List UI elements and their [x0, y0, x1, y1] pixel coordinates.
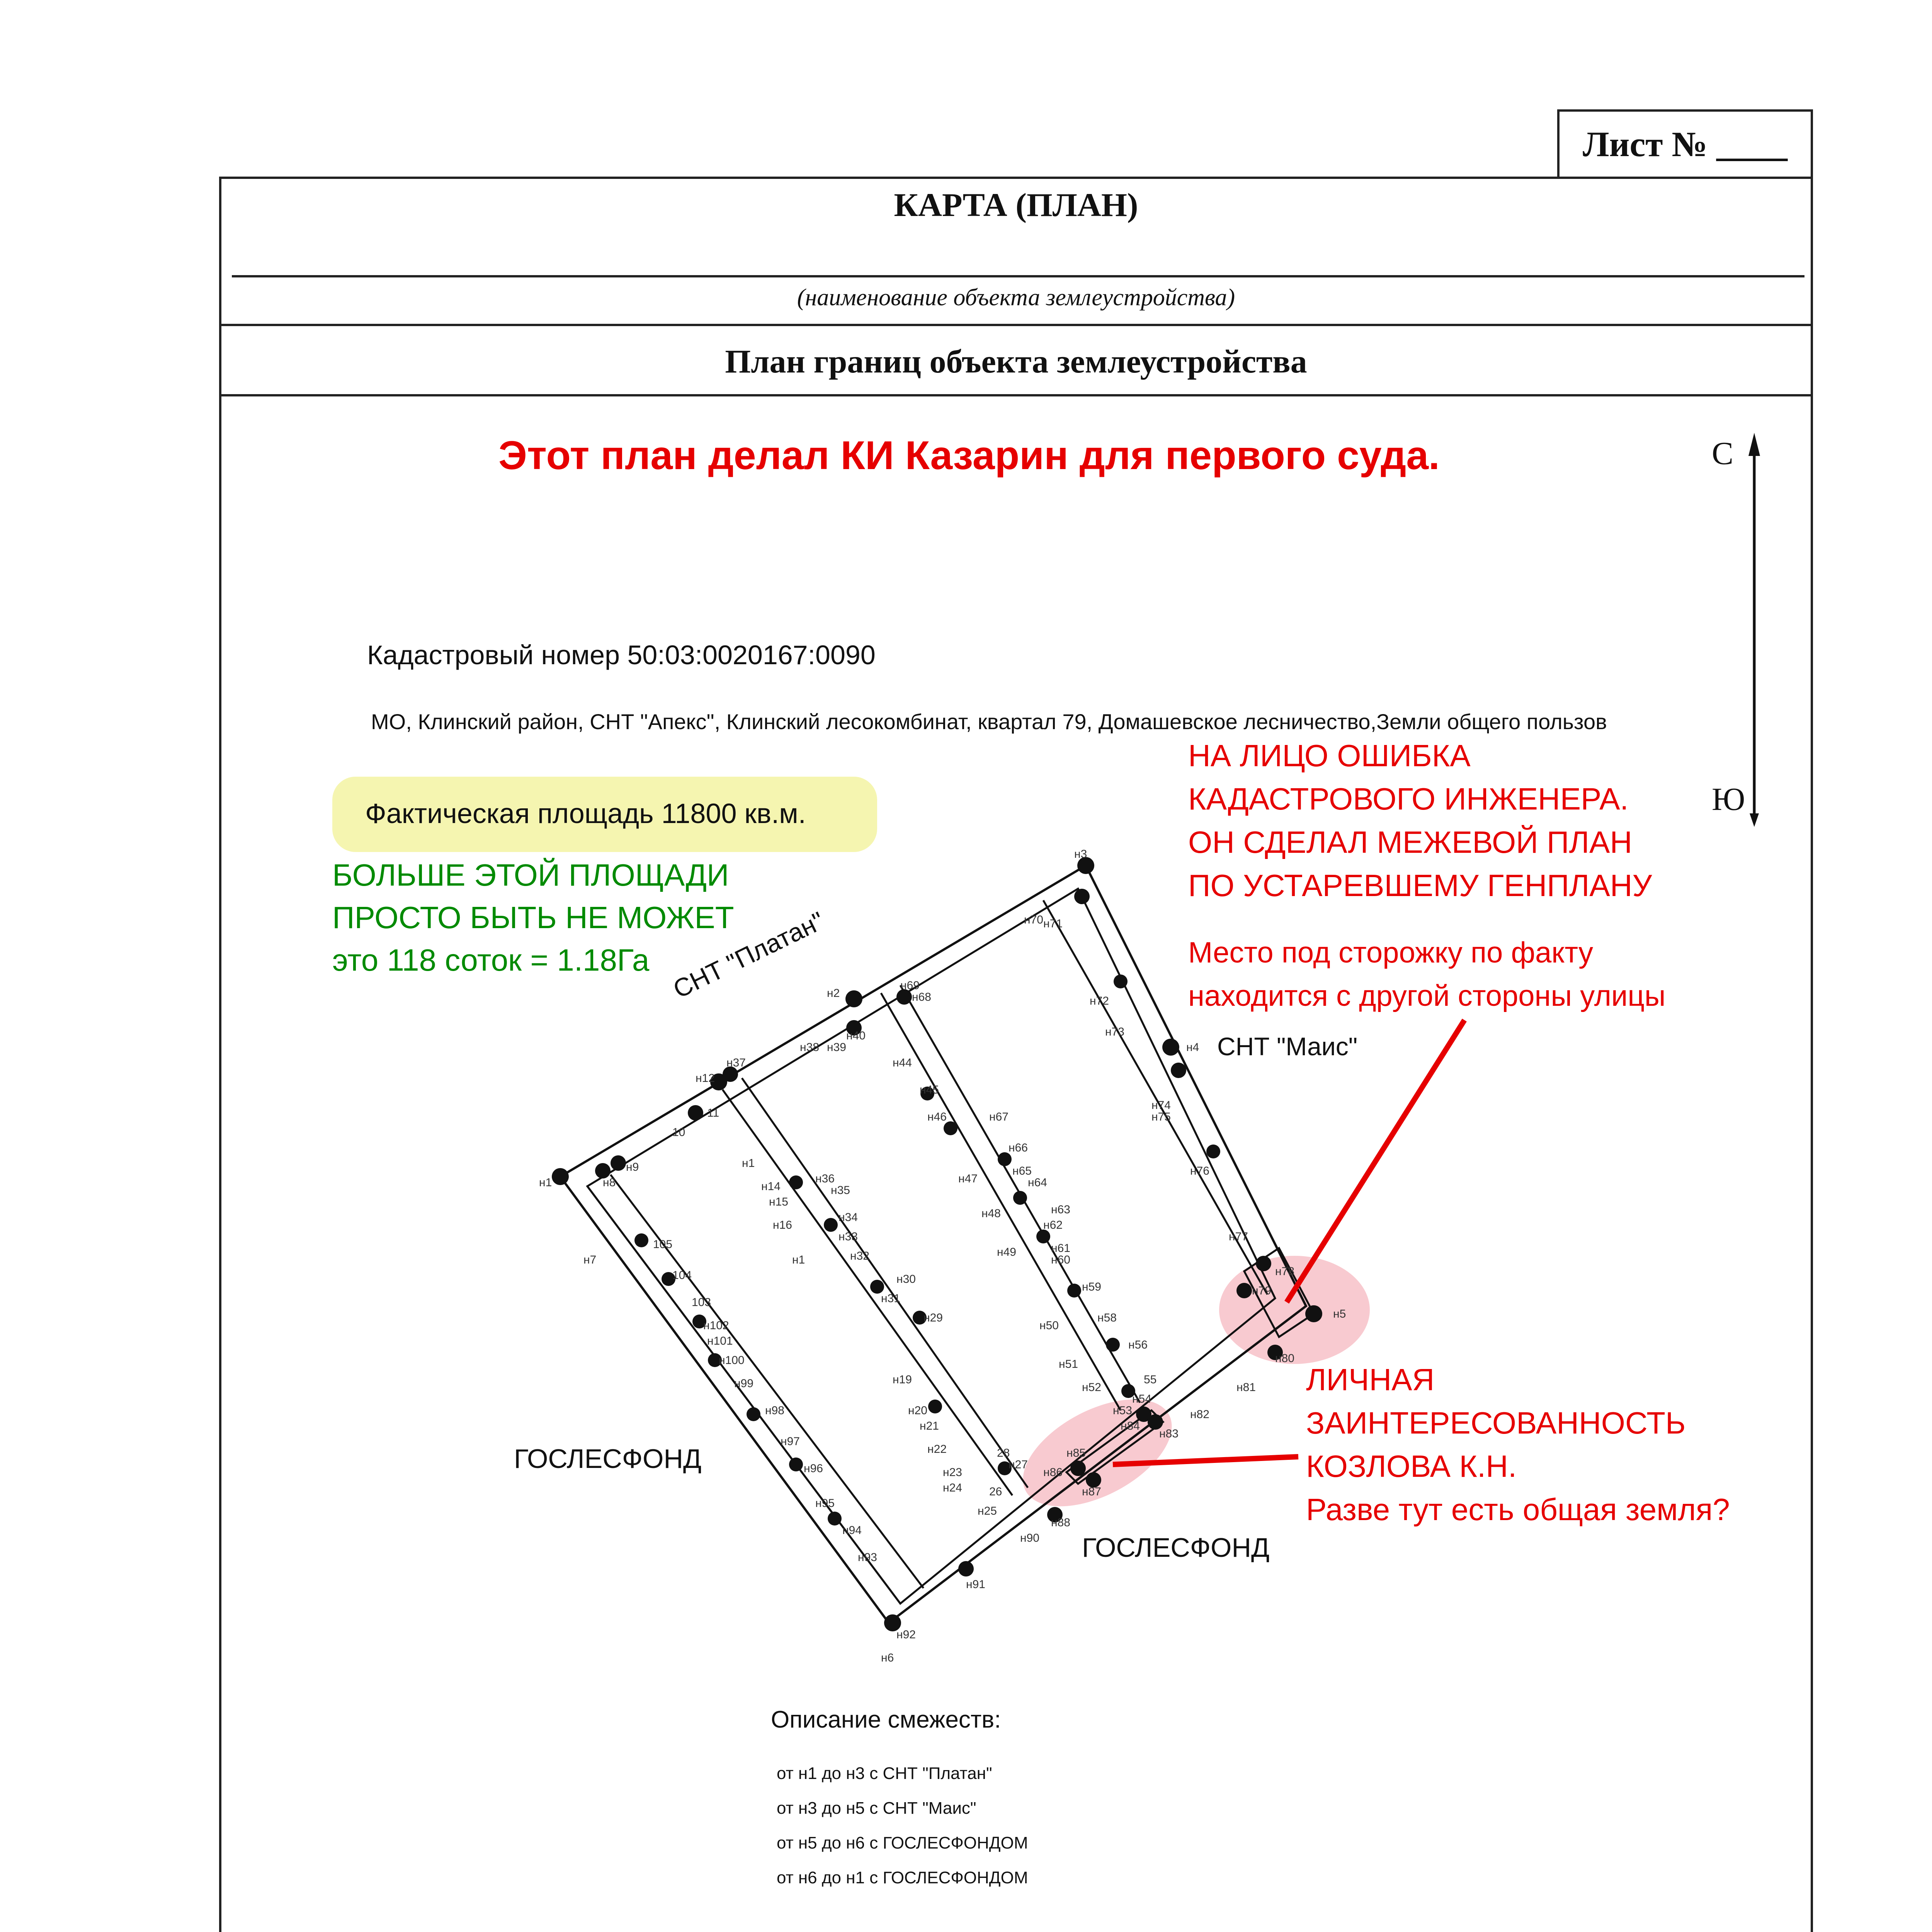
label-n27: н27: [1009, 1458, 1028, 1471]
interest-comment-line-2: ЗАИНТЕРЕСОВАННОСТЬ: [1306, 1406, 1686, 1440]
label-n46: н46: [927, 1111, 947, 1123]
label-n13: н1: [742, 1157, 755, 1170]
label-n29: н29: [923, 1311, 943, 1324]
label-n37: н37: [726, 1056, 746, 1069]
label-n30: н30: [896, 1273, 916, 1286]
gosles-left-label: ГОСЛЕСФОНД: [514, 1444, 702, 1474]
label-n2: н2: [827, 987, 840, 1000]
label-n73: н73: [1105, 1026, 1124, 1038]
label-n63: н63: [1051, 1203, 1070, 1216]
point-n64: [1013, 1191, 1027, 1205]
label-n51: н51: [1059, 1358, 1078, 1371]
label-n101: н101: [707, 1335, 733, 1347]
point-n74: [1171, 1063, 1186, 1078]
label-n95: н95: [815, 1497, 835, 1510]
label-n49: н49: [997, 1246, 1016, 1259]
label-n83: н83: [1159, 1427, 1179, 1440]
label-n55: 55: [1144, 1373, 1157, 1386]
label-n90: н90: [1020, 1532, 1039, 1544]
street-1a: [723, 1090, 1012, 1495]
label-n71: н71: [1043, 917, 1063, 930]
point-n5: [1305, 1305, 1322, 1322]
label-n50: н50: [1039, 1319, 1059, 1332]
label-n77: н77: [1229, 1230, 1248, 1243]
label-n48: н48: [981, 1207, 1001, 1220]
label-n79: н79: [1252, 1284, 1271, 1297]
label-n11: 11: [707, 1107, 719, 1119]
label-n34: н34: [838, 1211, 858, 1224]
error-comment-line-1: НА ЛИЦО ОШИБКА: [1188, 738, 1471, 773]
label-n67: н67: [989, 1111, 1009, 1123]
point-n31: [870, 1280, 884, 1294]
label-n94: н94: [842, 1524, 862, 1537]
area-comment-line-3: это 118 соток = 1.18Га: [332, 943, 650, 977]
cadastral-number: Кадастровый номер 50:03:0020167:0090: [367, 640, 876, 670]
point-n11: [688, 1105, 703, 1121]
label-n65: н65: [1012, 1165, 1032, 1177]
label-n66: н66: [1009, 1141, 1028, 1154]
neighbor-platan-label: СНТ "Платан": [668, 906, 829, 1004]
label-n20: н20: [908, 1404, 927, 1417]
label-n24: н24: [943, 1481, 962, 1494]
point-n4: [1162, 1039, 1179, 1056]
label-n38: н38: [800, 1041, 819, 1054]
label-n64: н64: [1028, 1176, 1047, 1189]
label-n62: н62: [1043, 1219, 1063, 1231]
point-n33: [824, 1218, 838, 1232]
label-n52: н52: [1082, 1381, 1101, 1394]
label-n6: н6: [881, 1651, 894, 1664]
point-n1: [552, 1168, 569, 1185]
label-n21: н21: [920, 1420, 939, 1432]
document-title: КАРТА (ПЛАН): [894, 186, 1138, 223]
label-n97: н97: [781, 1435, 800, 1448]
point-n62: [1036, 1230, 1050, 1243]
label-n5: н5: [1333, 1308, 1346, 1320]
actual-area: Фактическая площадь 11800 кв.м.: [365, 798, 806, 829]
error-comment-line-3: ОН СДЕЛАЛ МЕЖЕВОЙ ПЛАН: [1188, 825, 1633, 859]
street-3a: [587, 1186, 900, 1604]
label-n103: 103: [692, 1296, 711, 1309]
label-n82: н82: [1190, 1408, 1209, 1421]
point-n91: [958, 1561, 974, 1577]
adjacency-line-4: от н6 до н1 с ГОСЛЕСФОНДОМ: [777, 1868, 1028, 1887]
adjacency-line-2: от н3 до н5 с СНТ "Маис": [777, 1799, 976, 1818]
point-n2: [845, 990, 862, 1007]
label-n35: н35: [831, 1184, 850, 1197]
label-n36: н36: [815, 1172, 835, 1185]
compass-south-label: Ю: [1712, 781, 1745, 817]
label-n39: н39: [827, 1041, 846, 1054]
label-n74: н74: [1151, 1099, 1171, 1112]
label-n44: н44: [893, 1056, 912, 1069]
point-n105: [634, 1233, 648, 1247]
sheet-number-box: Лист № ____: [1557, 109, 1813, 179]
point-n76: [1206, 1145, 1220, 1158]
label-n45: н45: [920, 1083, 939, 1096]
point-n59: [1067, 1284, 1081, 1298]
interest-comment-line-1: ЛИЧНАЯ: [1306, 1362, 1435, 1397]
label-n4: н4: [1186, 1041, 1199, 1054]
area-comment-line-1: БОЛЬШЕ ЭТОЙ ПЛОЩАДИ: [332, 858, 729, 892]
label-n76: н76: [1190, 1165, 1209, 1177]
label-n91: н91: [966, 1578, 985, 1591]
label-n47: н47: [958, 1172, 978, 1185]
point-n35: [789, 1175, 803, 1189]
label-n19: н19: [893, 1373, 912, 1386]
label-n14: н14: [761, 1180, 781, 1193]
label-n40: н40: [846, 1029, 866, 1042]
watchhouse-comment-line-2: находится с другой стороны улицы: [1188, 980, 1666, 1012]
label-n99: н99: [734, 1377, 753, 1390]
point-n94: [828, 1512, 842, 1526]
label-n17: н1: [792, 1253, 805, 1266]
point-n21: [928, 1400, 942, 1413]
watchhouse-comment-line-1: Место под сторожку по факту: [1188, 936, 1594, 969]
label-n81: н81: [1236, 1381, 1256, 1394]
point-n66: [998, 1152, 1012, 1166]
street-1b: [742, 1078, 1028, 1488]
label-n26: 26: [989, 1485, 1002, 1498]
label-n10: 10: [672, 1126, 685, 1139]
label-n1: н1: [539, 1176, 552, 1189]
label-n72: н72: [1090, 995, 1109, 1007]
point-n86: [1070, 1461, 1086, 1476]
label-n59: н59: [1082, 1281, 1101, 1293]
point-n56: [1106, 1338, 1120, 1352]
label-n86: н86: [1043, 1466, 1063, 1479]
annotation-title: Этот план делал КИ Казарин для первого суда.: [498, 433, 1440, 478]
interest-comment-line-4: Разве тут есть общая земля?: [1306, 1492, 1730, 1527]
label-n16: н16: [773, 1219, 792, 1231]
watchhouse-pointer: [1287, 1020, 1464, 1302]
label-n93: н93: [858, 1551, 877, 1564]
label-n78: н78: [1275, 1265, 1294, 1278]
plan-title: План границ объекта землеустройства: [725, 343, 1307, 380]
label-n105: 105: [653, 1238, 673, 1251]
point-n79: [1236, 1283, 1252, 1298]
label-n88: н88: [1051, 1516, 1070, 1529]
adjacency-list: [777, 1756, 1028, 1895]
label-n96: н96: [804, 1462, 823, 1475]
label-n80: н80: [1275, 1352, 1294, 1365]
label-n92: н92: [896, 1628, 916, 1641]
point-n9: [611, 1155, 626, 1171]
label-n85: н85: [1066, 1447, 1086, 1459]
label-n15: н15: [769, 1196, 788, 1208]
point-n47: [944, 1121, 957, 1135]
label-n84: н84: [1121, 1420, 1140, 1432]
point-n78: [1256, 1256, 1271, 1271]
label-n60: н60: [1051, 1253, 1070, 1266]
street-2a: [881, 993, 1121, 1410]
gosles-bottom-label: ГОСЛЕСФОНД: [1082, 1532, 1270, 1563]
plot-address: МО, Клинский район, СНТ "Апекс", Клинский лесокомбинат, квартал 79, Домашевское лесничество,Земли общего пользов: [371, 709, 1607, 734]
label-n9: н9: [626, 1161, 639, 1173]
label-n100: н100: [719, 1354, 745, 1367]
error-comment-line-4: ПО УСТАРЕВШЕМУ ГЕНПЛАНУ: [1188, 868, 1652, 903]
watchhouse-highlight: [1219, 1256, 1370, 1364]
adjacency-line-3: от н5 до н6 с ГОСЛЕСФОНДОМ: [777, 1833, 1028, 1852]
label-n7: н7: [583, 1253, 597, 1266]
label-n104: 104: [672, 1269, 692, 1282]
point-n73: [1114, 975, 1128, 988]
label-n61: н61: [1051, 1242, 1070, 1255]
label-n87: н87: [1082, 1485, 1101, 1498]
label-n68: н68: [912, 991, 931, 1003]
point-n98: [747, 1407, 760, 1421]
label-n69: н69: [900, 979, 920, 992]
label-n31: н31: [881, 1292, 900, 1305]
label-n102: н102: [703, 1319, 729, 1332]
adjacency-title: Описание смежеств:: [771, 1706, 1001, 1733]
label-n8: н8: [603, 1176, 616, 1189]
label-n33: н33: [838, 1230, 858, 1243]
compass-north-label: С: [1712, 435, 1734, 471]
label-n70: н70: [1024, 913, 1043, 926]
label-n75: н75: [1151, 1111, 1171, 1123]
neighbor-mais-label: СНТ "Маис": [1217, 1032, 1358, 1061]
label-n28: 28: [997, 1447, 1010, 1459]
adjacency-line-1: от н1 до н3 с СНТ "Платан": [777, 1764, 992, 1783]
label-n54: н54: [1132, 1393, 1151, 1405]
interest-comment-line-3: КОЗЛОВА К.Н.: [1306, 1449, 1517, 1483]
common-land-highlight: [1006, 1377, 1189, 1528]
label-n32: н32: [850, 1250, 869, 1262]
error-comment-line-2: КАДАСТРОВОГО ИНЖЕНЕРА.: [1188, 782, 1629, 816]
label-n3: н3: [1074, 848, 1087, 861]
object-name-caption: (наименование объекта землеустройства): [797, 284, 1235, 311]
label-n25: н25: [978, 1505, 997, 1517]
label-n98: н98: [765, 1404, 784, 1417]
point-n96: [789, 1458, 803, 1471]
area-comment-line-2: ПРОСТО БЫТЬ НЕ МОЖЕТ: [332, 900, 734, 935]
label-n53: н53: [1113, 1404, 1132, 1417]
street-3b: [611, 1175, 923, 1588]
label-n56: н56: [1128, 1338, 1148, 1351]
label-n58: н58: [1097, 1311, 1117, 1324]
label-n23: н23: [943, 1466, 962, 1479]
point-n71: [1074, 889, 1090, 904]
label-n12: н12: [696, 1072, 715, 1085]
label-n22: н22: [927, 1443, 947, 1456]
